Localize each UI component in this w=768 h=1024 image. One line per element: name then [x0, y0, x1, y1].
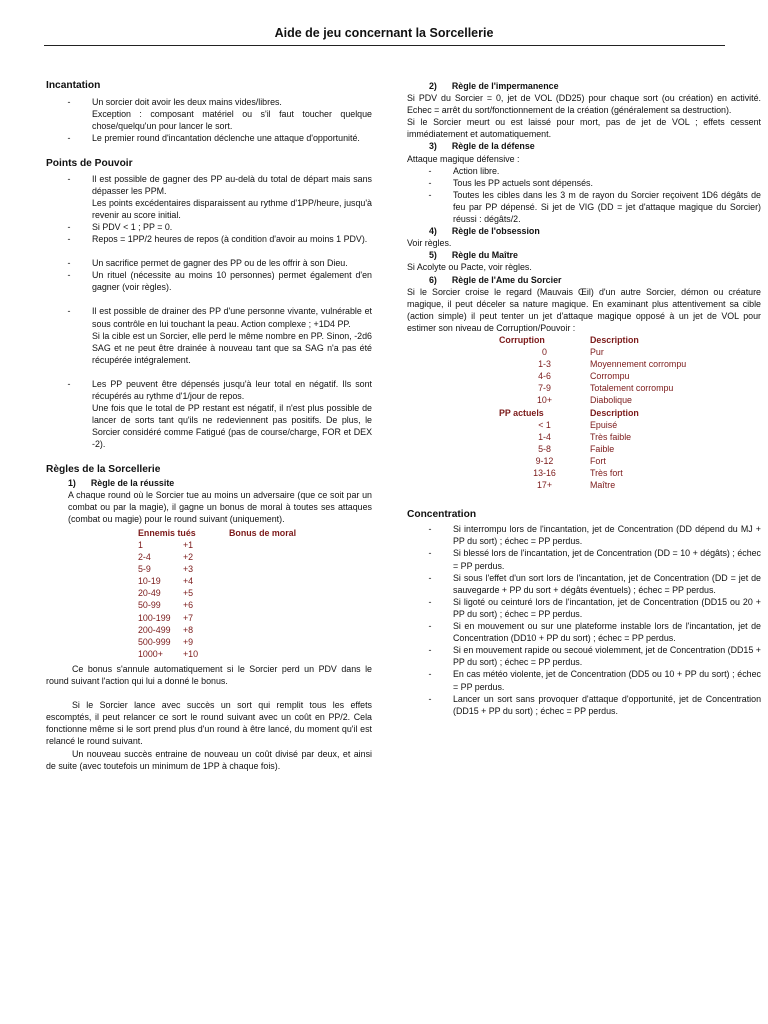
- corruption-table: [407, 334, 761, 491]
- bullet-dash: -: [428, 669, 432, 680]
- list-item-continuation: Si la cible est un Sorcier, elle perd le même nombre en PP. Sinon, -2d6 SAG et ne peut être drainée à nouveau tant que sa SAG n'a pas été récupérée intégralement.: [92, 330, 372, 365]
- paragraph: Un nouveau succès entraine de nouveau un coût divisé par deux, et ainsi de suite (avec toutefois un minimum de 1PP à chaque fois).: [46, 748, 372, 771]
- table-cell: +3: [183, 564, 194, 575]
- table-row: [138, 539, 372, 551]
- points-de-pouvoir-heading: Points de Pouvoir: [46, 158, 133, 170]
- table-header: PP actuels Description: [499, 407, 639, 418]
- table-cell: 7-9: [538, 383, 551, 394]
- table-cell: +1: [183, 540, 194, 550]
- table-cell: Totalement corrompu: [590, 383, 674, 394]
- table-cell: +4: [183, 576, 194, 587]
- list-item-text: Lancer un sort sans provoquer d'attaque d'opportunité, jet de Concentration (DD15 + PP du sort) ; échec = PP perdus.: [453, 693, 761, 716]
- paragraph: Ce bonus s'annule automatiquement si le Sorcier perd un PDV dans le round suivant l'action qui lui a donné le bonus.: [46, 663, 372, 687]
- table-cell: 10-19: [138, 576, 161, 587]
- table-cell: +2: [183, 552, 194, 563]
- table-row: [499, 455, 761, 467]
- list-item-text: Si blessé lors de l'incantation, jet de Concentration (DD = 10 + dégâts) ; échec = PP perdus.: [453, 548, 761, 571]
- regles-heading: Règles de la Sorcellerie: [46, 464, 161, 476]
- rule-5-text: Si Acolyte ou Pacte, voir règles.: [407, 262, 532, 273]
- list-item: [407, 572, 761, 596]
- rule-4-title: 4) Règle de l'obsession: [429, 226, 540, 237]
- page-title: Aide de jeu concernant la Sorcellerie: [274, 26, 494, 40]
- left-column: [46, 80, 372, 772]
- rule-6-title: 6) Règle de l'Ame du Sorcier: [429, 274, 562, 285]
- list-item: - Un rituel (nécessite au moins 10 personnes) permet également d'en gagner (voir règles).: [67, 270, 372, 293]
- table-cell: 2-4: [138, 552, 151, 563]
- list-item: - Il est possible de drainer des PP d'une personne vivante, vulnérable et sous contrôle en lui touchant la peau. Action complexe ; +1D4 PP.: [67, 306, 372, 329]
- table-cell: +7: [183, 612, 194, 623]
- bullet-dash: -: [428, 645, 432, 656]
- table-cell: +8: [183, 624, 194, 635]
- table-cell: 0: [542, 347, 547, 358]
- list-item: [407, 523, 761, 547]
- table-cell: 5-8: [538, 443, 551, 454]
- list-item: - Tous les PP actuels sont dépensés.: [428, 177, 593, 188]
- rule-2-text-2: Si le Sorcier meurt ou est laissé pour mort, pas de jet de VOL ; effets cessent immédiatement et automatiquement.: [407, 117, 761, 140]
- table-row: [499, 467, 761, 479]
- list-item-text: Si interrompu lors de l'incantation, jet de Concentration (DD dépend du MJ + PP du sort) ; échec = PP perdus.: [453, 524, 761, 547]
- table-cell: Corrompu: [590, 371, 630, 382]
- table-cell: Moyennement corrompu: [590, 359, 687, 370]
- list-item: - Un sorcier doit avoir les deux mains vides/libres.: [46, 96, 372, 108]
- bullet-dash: -: [428, 524, 432, 535]
- bullet-dash: -: [428, 693, 432, 704]
- list-item: [407, 547, 761, 571]
- table-row: [138, 587, 372, 599]
- table-cell: < 1: [538, 419, 551, 430]
- table-row: [499, 382, 761, 394]
- list-item: [407, 644, 761, 668]
- list-item: - Les PP peuvent être dépensés jusqu'à leur total en négatif. Ils sont récupérés au rythme d'1/jour de repos.: [67, 378, 372, 401]
- list-item: - Si PDV < 1 ; PP = 0.: [67, 221, 173, 232]
- list-item: - Toutes les cibles dans les 3 m de rayon du Sorcier reçoivent 1D6 dégâts de feu par PP dépensé. Si jet de VIG (DD = jet d'attaque magique du Sorcier) réussi : dégâts/2.: [428, 189, 761, 225]
- table-cell: 5-9: [138, 564, 151, 575]
- rule-5-title: 5) Règle du Maître: [429, 250, 518, 261]
- list-item-text: Si en mouvement ou sur une plateforme instable lors de l'incantation, jet de Concentration (DD10 + PP du sort) ; échec = PP perdus.: [453, 621, 761, 644]
- rule-3-text: Attaque magique défensive :: [407, 153, 520, 164]
- table-cell: 10+: [536, 395, 553, 406]
- table-cell: Très fort: [590, 468, 623, 478]
- table-cell: Diabolique: [590, 395, 632, 406]
- rule-2-title: 2) Règle de l'impermanence: [429, 81, 559, 91]
- table-cell: 1-3: [538, 359, 551, 370]
- table-row: [138, 636, 372, 648]
- moral-table: [46, 527, 372, 660]
- table-row: [138, 624, 372, 636]
- incantation-heading: Incantation: [46, 80, 101, 91]
- table-row: [138, 563, 372, 575]
- table-row: [138, 648, 372, 660]
- list-item-text: En cas météo violente, jet de Concentration (DD5 ou 10 + PP du sort) ; échec = PP perdus.: [453, 669, 761, 692]
- right-column: [407, 80, 761, 717]
- table-cell: Pur: [590, 347, 604, 358]
- table-row: [499, 394, 761, 406]
- bullet-dash: -: [428, 572, 432, 583]
- table-row: [499, 358, 761, 370]
- table-cell: +9: [183, 636, 194, 647]
- table-cell: 1-4: [538, 431, 551, 442]
- rule-6-text: Si le Sorcier croise le regard (Mauvais Œil) d'un autre Sorcier, démon ou créature magique, il peut déceler sa nature magique. En examinant plus attentivement sa cible (action simple) il peut tenter un jet d'attaque magique opposé à un jet de VOL pour estimer son niveau de Corruption/Pouvoir :: [407, 286, 761, 333]
- table-cell: 4-6: [538, 371, 551, 382]
- list-item: - Le premier round d'incantation déclenche une attaque d'opportunité.: [67, 133, 360, 144]
- table-row: [499, 431, 761, 443]
- paragraph: Si le Sorcier lance avec succès un sort qui remplit tous les effets escomptés, il peut relancer ce sort le round suivant avec un coût en PP/2. Cela fonctionne même si le sort prend plus d'un round à être lancé, du moment qu'il est relancé le round suivant.: [46, 700, 372, 747]
- table-cell: Faible: [590, 443, 615, 454]
- list-item: - Repos = 1PP/2 heures de repos (à condition d'avoir au moins 1 PDV).: [67, 234, 368, 245]
- table-cell: 20-49: [138, 588, 161, 599]
- table-cell: 100-199: [138, 612, 171, 623]
- list-item: - Un sacrifice permet de gagner des PP ou de les offrir à son Dieu.: [67, 258, 348, 269]
- list-item: [407, 668, 761, 692]
- list-item-text: Si ligoté ou ceinturé lors de l'incantation, jet de Concentration (DD15 ou 20 + PP du sort) ; échec = PP perdus.: [453, 596, 761, 619]
- table-cell: 1: [138, 540, 143, 550]
- table-cell: Epuisé: [590, 419, 618, 430]
- table-cell: Très faible: [590, 431, 632, 442]
- table-cell: 200-499: [138, 624, 171, 635]
- rule-4-text: Voir règles.: [407, 238, 452, 249]
- rule-1-text: A chaque round où le Sorcier tue au moins un adversaire (que ce soit par un combat ou par la magie), il gagne un bonus de moral à toutes ses attaques (combat ou magie) pour le round suivant (uniquement).: [68, 489, 372, 524]
- bullet-dash: -: [428, 548, 432, 559]
- table-header: Corruption Description: [499, 334, 639, 345]
- table-row: [138, 599, 372, 611]
- bullet-dash: -: [67, 97, 71, 108]
- table-row: [138, 612, 372, 624]
- list-item: [407, 620, 761, 644]
- bullet-dash: -: [428, 621, 432, 632]
- table-row: [499, 479, 761, 491]
- table-row: [138, 551, 372, 563]
- table-cell: 500-999: [138, 636, 171, 647]
- concentration-heading: Concentration: [407, 509, 477, 521]
- list-item-continuation: Une fois que le total de PP restant est négatif, il n'est plus possible de lancer de sorts tant qu'ils ne redeviennent pas positifs. De plus, le Sorcier considéré comme Fatigué (pas de course/charge, FOR et DEX -2).: [92, 403, 372, 450]
- table-row: [499, 419, 761, 431]
- list-item: - Il est possible de gagner des PP au-delà du total de départ mais sans dépasser les PPM.: [67, 173, 372, 196]
- rule-1-title: 1) Règle de la réussite: [68, 477, 175, 488]
- table-cell: 13-16: [533, 468, 556, 478]
- table-cell: +6: [183, 600, 194, 611]
- table-row: [499, 346, 761, 358]
- table-cell: 1000+: [138, 648, 163, 659]
- table-cell: +5: [183, 588, 194, 599]
- table-header: Ennemis tués Bonus de moral: [138, 527, 297, 538]
- table-cell: Fort: [590, 455, 606, 466]
- table-cell: Maître: [590, 480, 616, 491]
- list-item-text: Si en mouvement rapide ou secoué violemment, jet de Concentration (DD15 + PP du sort) ; échec = PP perdus.: [453, 645, 761, 668]
- table-row: [499, 370, 761, 382]
- concentration-list: [407, 523, 761, 717]
- table-cell: 17+: [536, 480, 553, 491]
- list-item: - Action libre.: [428, 165, 500, 176]
- title-divider: [44, 45, 725, 46]
- list-item: [407, 693, 761, 717]
- list-item: [407, 596, 761, 620]
- table-cell: 50-99: [138, 600, 161, 611]
- rule-3-title: 3) Règle de la défense: [429, 141, 535, 152]
- list-item-text: Si sous l'effet d'un sort lors de l'incantation, jet de Concentration (DD = jet de sauvegarde + PP du sort + dégâts éventuels) ; échec = PP perdus.: [453, 572, 761, 595]
- table-row: [138, 575, 372, 587]
- table-cell: +10: [183, 648, 199, 659]
- table-cell: 9-12: [535, 455, 554, 466]
- table-row: [499, 443, 761, 455]
- bullet-dash: -: [428, 596, 432, 607]
- list-item-continuation: Exception : composant matériel ou s'il faut toucher quelque chose/quelqu'un pour lancer le sort.: [92, 109, 372, 132]
- rule-2-text: Si PDV du Sorcier = 0, jet de VOL (DD25) pour chaque sort (ou création) en activité. Echec = arrêt du sort/fonctionnement de la création (généralement sa destruction).: [407, 93, 761, 116]
- list-item-continuation: Les points excédentaires disparaissent au rythme d'1PP/heure, jusqu'à revenir au score initial.: [92, 197, 372, 220]
